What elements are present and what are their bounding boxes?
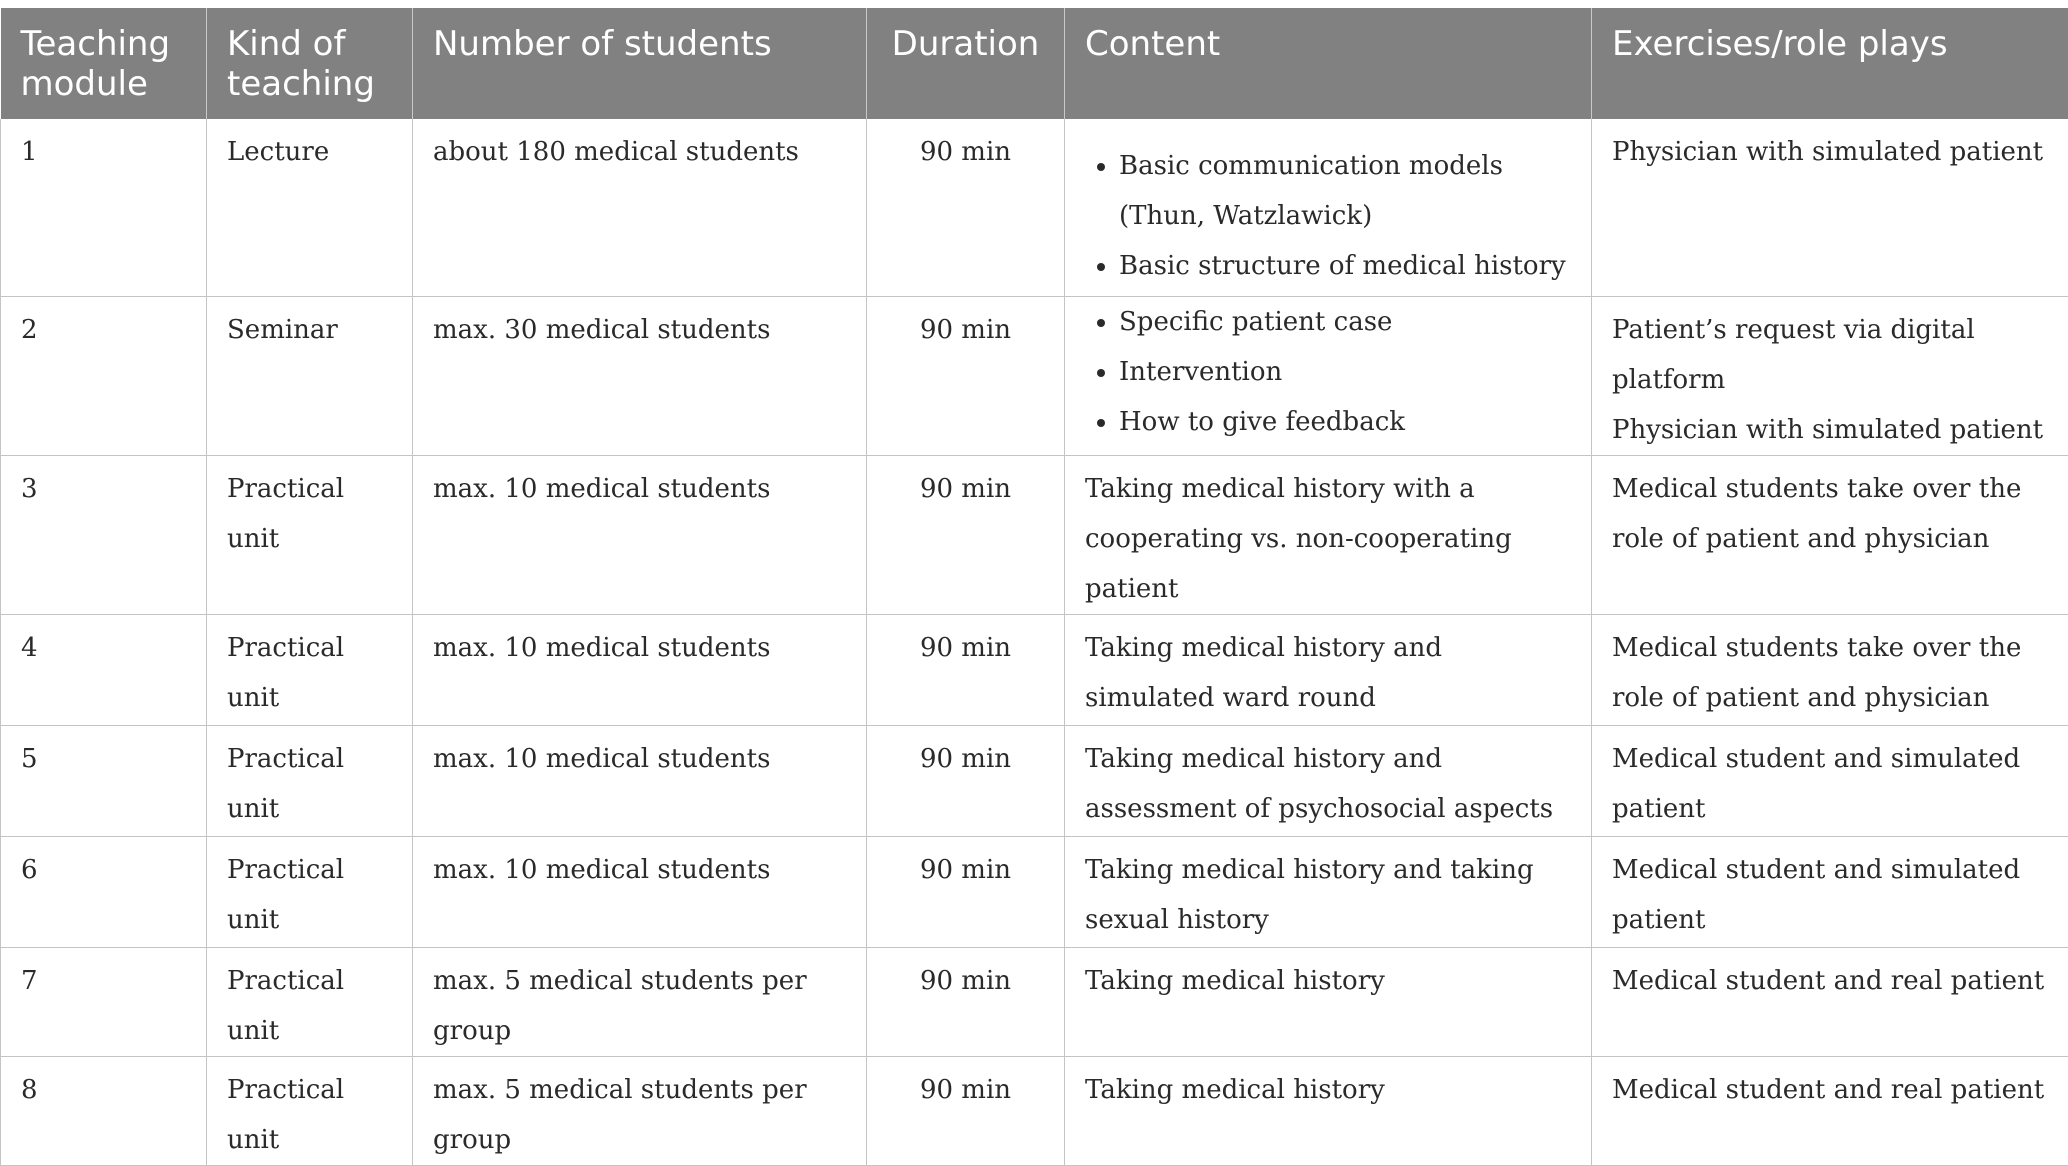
cell-duration: 90 min xyxy=(867,455,1065,614)
cell-kind: Lecture xyxy=(207,119,413,296)
cell-content: Taking medical history xyxy=(1065,1056,1592,1165)
cell-students: max. 10 medical students xyxy=(413,725,867,836)
table-row xyxy=(1,947,2068,1056)
cell-exercises: Medical student and real patient xyxy=(1592,947,2068,1056)
cell-duration: 90 min xyxy=(867,1056,1065,1165)
table-row xyxy=(1,455,2068,614)
table-row xyxy=(1,614,2068,725)
cell-module: 4 xyxy=(1,614,207,725)
cell-module: 7 xyxy=(1,947,207,1056)
cell-kind: Practical unit xyxy=(207,1056,413,1165)
exercise-line: Physician with simulated patient xyxy=(1612,127,2048,177)
content-bullet: • Basic structure of medical history xyxy=(1119,241,1571,291)
cell-duration: 90 min xyxy=(867,614,1065,725)
content-bullet: • Basic communication models (Thun, Watzlawick) xyxy=(1119,141,1571,241)
cell-content: Taking medical history and simulated ward round xyxy=(1065,614,1592,725)
cell-kind: Practical unit xyxy=(207,725,413,836)
cell-content xyxy=(1065,296,1592,455)
cell-content: Taking medical history and taking sexual history xyxy=(1065,836,1592,947)
cell-module: 3 xyxy=(1,455,207,614)
cell-exercises: Medical student and simulated patient xyxy=(1592,836,2068,947)
cell-duration: 90 min xyxy=(867,119,1065,296)
table-row xyxy=(1,296,2068,455)
cell-exercises: Medical student and real patient xyxy=(1592,1056,2068,1165)
cell-duration: 90 min xyxy=(867,836,1065,947)
exercise-line: Patient’s request via digital platform xyxy=(1612,305,2048,405)
exercise-line: Physician with simulated patient xyxy=(1612,405,2048,455)
header-teaching-module: Teaching module xyxy=(1,8,207,119)
cell-exercises xyxy=(1592,296,2068,455)
table-row xyxy=(1,836,2068,947)
cell-module: 2 xyxy=(1,296,207,455)
cell-students: max. 30 medical students xyxy=(413,296,867,455)
cell-kind: Practical unit xyxy=(207,947,413,1056)
teaching-modules-table xyxy=(0,8,2068,1166)
cell-content: Taking medical history xyxy=(1065,947,1592,1056)
cell-students: max. 10 medical students xyxy=(413,455,867,614)
table-row xyxy=(1,1056,2068,1165)
cell-students: about 180 medical students xyxy=(413,119,867,296)
cell-exercises: Medical students take over the role of patient and physician xyxy=(1592,455,2068,614)
content-bullet: • Intervention xyxy=(1119,347,1571,397)
cell-kind: Practical unit xyxy=(207,614,413,725)
content-bullet: • How to give feedback xyxy=(1119,397,1571,447)
cell-students: max. 5 medical students per group xyxy=(413,1056,867,1165)
cell-exercises: Medical students take over the role of patient and physician xyxy=(1592,614,2068,725)
content-bullet-list xyxy=(1085,141,1571,291)
cell-duration: 90 min xyxy=(867,947,1065,1056)
cell-module: 8 xyxy=(1,1056,207,1165)
header-row xyxy=(1,8,2068,119)
cell-exercises: Medical student and simulated patient xyxy=(1592,725,2068,836)
cell-kind: Seminar xyxy=(207,296,413,455)
header-duration: Duration xyxy=(867,8,1065,119)
header-kind-of-teaching: Kind of teaching xyxy=(207,8,413,119)
cell-module: 5 xyxy=(1,725,207,836)
header-content: Content xyxy=(1065,8,1592,119)
cell-module: 6 xyxy=(1,836,207,947)
cell-duration: 90 min xyxy=(867,725,1065,836)
cell-content: Taking medical history with a cooperating vs. non-cooperating patient xyxy=(1065,455,1592,614)
cell-duration: 90 min xyxy=(867,296,1065,455)
cell-kind: Practical unit xyxy=(207,836,413,947)
content-bullet-list xyxy=(1085,297,1571,447)
cell-kind: Practical unit xyxy=(207,455,413,614)
table-header xyxy=(1,8,2068,119)
cell-students: max. 10 medical students xyxy=(413,836,867,947)
cell-students: max. 10 medical students xyxy=(413,614,867,725)
cell-exercises xyxy=(1592,119,2068,296)
cell-content: Taking medical history and assessment of psychosocial aspects xyxy=(1065,725,1592,836)
table-row xyxy=(1,119,2068,296)
content-bullet: • Specific patient case xyxy=(1119,297,1571,347)
table-body xyxy=(1,119,2068,1165)
cell-module: 1 xyxy=(1,119,207,296)
header-exercises: Exercises/role plays xyxy=(1592,8,2068,119)
cell-content xyxy=(1065,119,1592,296)
table-row xyxy=(1,725,2068,836)
header-number-of-students: Number of students xyxy=(413,8,867,119)
cell-students: max. 5 medical students per group xyxy=(413,947,867,1056)
